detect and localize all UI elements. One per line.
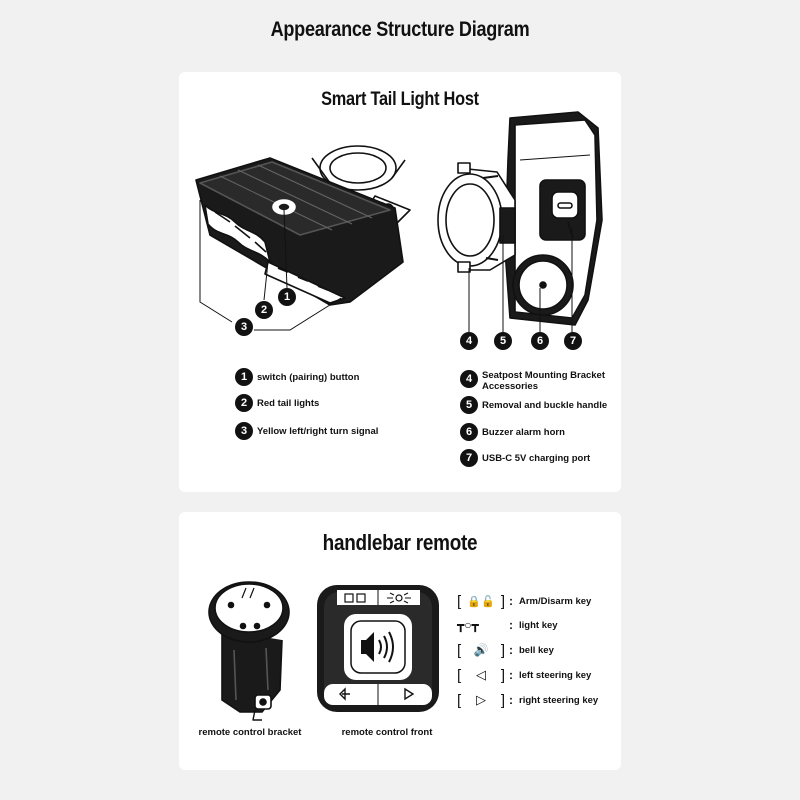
left-arrow-icon: [ ◁ ]: [457, 666, 505, 684]
key-row-bell: [ 🔊 ] : bell key: [457, 641, 554, 659]
legend-text: Buzzer alarm horn: [482, 427, 565, 438]
legend-number: 2: [235, 394, 253, 412]
arm-disarm-light-key-illustration: [337, 590, 420, 605]
legend-number: 1: [235, 368, 253, 386]
key-label: left steering key: [519, 669, 592, 681]
host-title: Smart Tail Light Host: [321, 89, 479, 110]
legend-number: 6: [460, 423, 478, 441]
key-row-right: [ ▷ ] : right steering key: [457, 691, 599, 709]
legend-text: switch (pairing) button: [257, 372, 360, 383]
legend-text: Removal and buckle handle: [482, 400, 608, 411]
key-label: light key: [519, 619, 558, 631]
legend-text: Red tail lights: [257, 398, 320, 409]
lock-unlock-icon: [ 🔒🔓 ]: [457, 592, 505, 610]
callout-5: 5: [494, 332, 512, 350]
legend-number: 5: [460, 396, 478, 414]
key-row-light: ┳○┳ : light key: [457, 618, 558, 632]
callout-4: 4: [460, 332, 478, 350]
front-caption: remote control front: [341, 727, 433, 738]
bell-key-illustration: [344, 614, 412, 680]
legend-text: Seatpost Mounting Bracket Accessories: [482, 370, 605, 392]
right-arrow-icon: [ ▷ ]: [457, 691, 505, 709]
callout-1: 1: [278, 288, 296, 306]
legend-number: 4: [460, 370, 478, 388]
key-row-arm-disarm: [ 🔒🔓 ] : Arm/Disarm key: [457, 592, 592, 610]
light-icon: ┳○┳: [457, 618, 479, 632]
callout-7: 7: [564, 332, 582, 350]
callout-2: 2: [255, 301, 273, 319]
key-label: right steering key: [519, 694, 599, 706]
bracket-caption: remote control bracket: [198, 727, 302, 738]
callout-3: 3: [235, 318, 253, 336]
bell-speaker-icon: [ 🔊 ]: [457, 641, 505, 659]
legend-text: Yellow left/right turn signal: [257, 426, 379, 437]
legend-number: 7: [460, 449, 478, 467]
remote-title: handlebar remote: [322, 530, 478, 555]
page-title: Appearance Structure Diagram: [270, 18, 530, 41]
key-label: bell key: [519, 644, 554, 656]
legend-text: USB-C 5V charging port: [482, 453, 591, 464]
key-row-left: [ ◁ ] : left steering key: [457, 666, 592, 684]
legend-number: 3: [235, 422, 253, 440]
callout-6: 6: [531, 332, 549, 350]
key-label: Arm/Disarm key: [519, 595, 592, 607]
